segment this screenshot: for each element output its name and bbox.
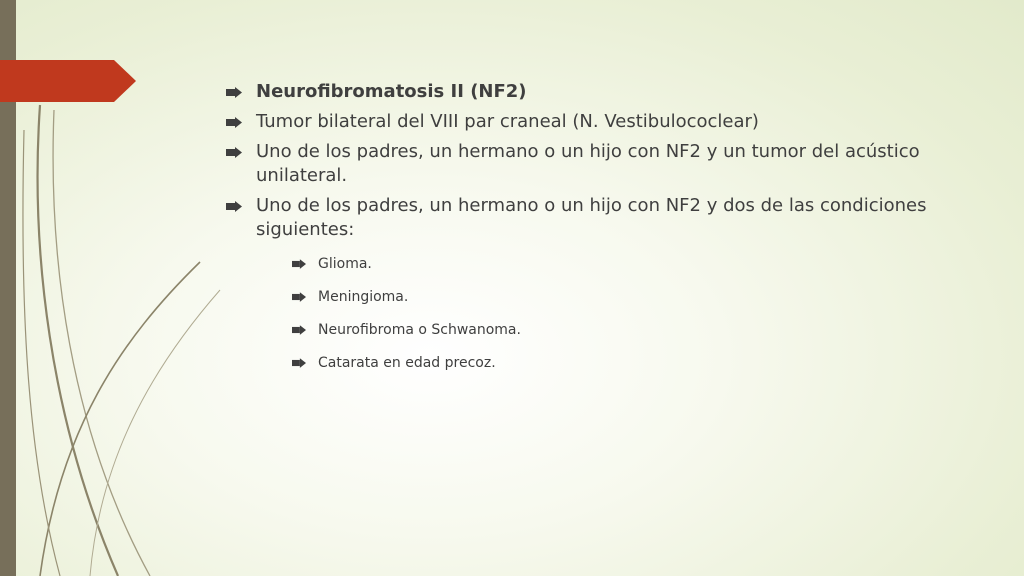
accent-tab	[0, 60, 136, 102]
sub-bullet-text: Neurofibroma o Schwanoma.	[318, 322, 521, 338]
sub-bullet-item-3	[282, 320, 986, 340]
arrow-bullet-icon	[226, 87, 242, 98]
sub-bullet-list	[256, 254, 986, 373]
bullet-item-2	[226, 110, 986, 134]
arrow-bullet-icon	[292, 358, 306, 368]
arrow-bullet-icon	[226, 201, 242, 212]
sub-bullet-item-1	[282, 254, 986, 274]
arrow-bullet-icon	[226, 117, 242, 128]
arrow-bullet-icon	[292, 292, 306, 302]
bullet-text: Tumor bilateral del VIII par craneal (N. Vestibulococlear)	[256, 111, 759, 132]
arrow-bullet-icon	[292, 325, 306, 335]
arrow-bullet-icon	[292, 259, 306, 269]
sub-bullet-text: Glioma.	[318, 256, 372, 272]
main-bullet-list	[226, 80, 986, 373]
sub-bullet-item-4	[282, 353, 986, 373]
sub-bullet-item-2	[282, 287, 986, 307]
slide-content	[226, 80, 986, 386]
sub-bullet-text: Catarata en edad precoz.	[318, 355, 496, 371]
bullet-text: Neurofibromatosis II (NF2)	[256, 81, 527, 102]
bullet-text: Uno de los padres, un hermano o un hijo con NF2 y dos de las condiciones siguientes:	[256, 195, 927, 240]
sub-bullet-text: Meningioma.	[318, 289, 409, 305]
bullet-item-1	[226, 80, 986, 104]
bullet-item-3	[226, 140, 986, 188]
arrow-bullet-icon	[226, 147, 242, 158]
bullet-item-4	[226, 194, 986, 373]
bullet-text: Uno de los padres, un hermano o un hijo con NF2 y un tumor del acústico unilateral.	[256, 141, 920, 186]
